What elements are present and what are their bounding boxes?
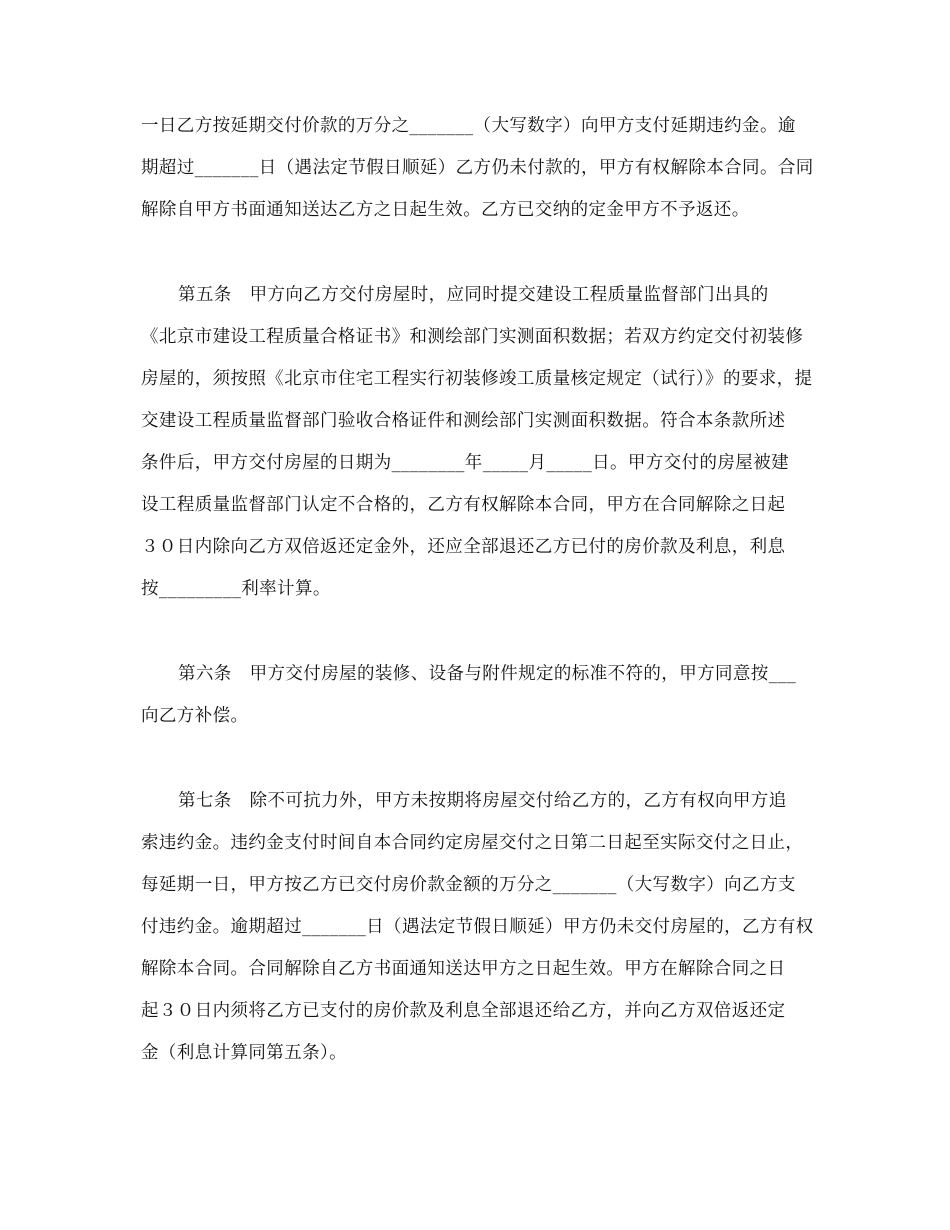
text-line: 《北京市建设工程质量合格证书》和测绘部门实测面积数据；若双方约定交付初装修 (141, 327, 804, 347)
text-line: 起３０日内须将乙方已支付的房价款及利息全部退还给乙方，并向乙方双倍返还定 (141, 1001, 786, 1021)
text-line: ３０日内除向乙方双倍返还定金外，还应全部退还乙方已付的房价款及利息，利息 (141, 537, 786, 557)
text-line: 期超过_______日（遇法定节假日顺延）乙方仍未付款的，甲方有权解除本合同。合同 (141, 158, 814, 178)
text-line: 向乙方补偿。 (141, 706, 249, 726)
text-line: 付违约金。逾期超过_______日（遇法定节假日顺延）甲方仍未交付房屋的，乙方有权 (141, 917, 814, 937)
text-line: 按_________利率计算。 (141, 579, 331, 599)
clause-heading-line: 第七条 除不可抗力外，甲方未按期将房屋交付给乙方的，乙方有权向甲方追 (178, 791, 787, 811)
text-line: 条件后，甲方交付房屋的日期为________年_____月_____日。甲方交付的房屋被建 (141, 453, 789, 473)
text-line: 解除自甲方书面通知送达乙方之日起生效。乙方已交纳的定金甲方不予返还。 (141, 200, 750, 220)
text-line: 设工程质量监督部门认定不合格的，乙方有权解除本合同，甲方在合同解除之日起 (141, 495, 786, 515)
clause-heading-line: 第五条 甲方向乙方交付房屋时，应同时提交建设工程质量监督部门出具的 (178, 285, 769, 305)
text-line: 索违约金。违约金支付时间自本合同约定房屋交付之日第二日起至实际交付之日止， (141, 833, 804, 853)
text-line: 交建设工程质量监督部门验收合格证件和测绘部门实测面积数据。符合本条款所述 (141, 411, 786, 431)
text-line: 解除本合同。合同解除自乙方书面通知送达甲方之日起生效。甲方在解除合同之日 (141, 959, 786, 979)
text-line: 房屋的，须按照《北京市住宅工程实行初装修竣工质量核定规定（试行）》的要求，提 (141, 369, 813, 389)
clause-heading-line: 第六条 甲方交付房屋的装修、设备与附件规定的标准不符的，甲方同意按___ (178, 664, 797, 684)
text-line: 金（利息计算同第五条）。 (141, 1043, 348, 1063)
text-line: 每延期一日，甲方按乙方已交付房价款金额的万分之_______（大写数字）向乙方支 (141, 875, 796, 895)
text-line: 一日乙方按延期交付价款的万分之_______（大写数字）向甲方支付延期违约金。逾 (141, 116, 796, 136)
